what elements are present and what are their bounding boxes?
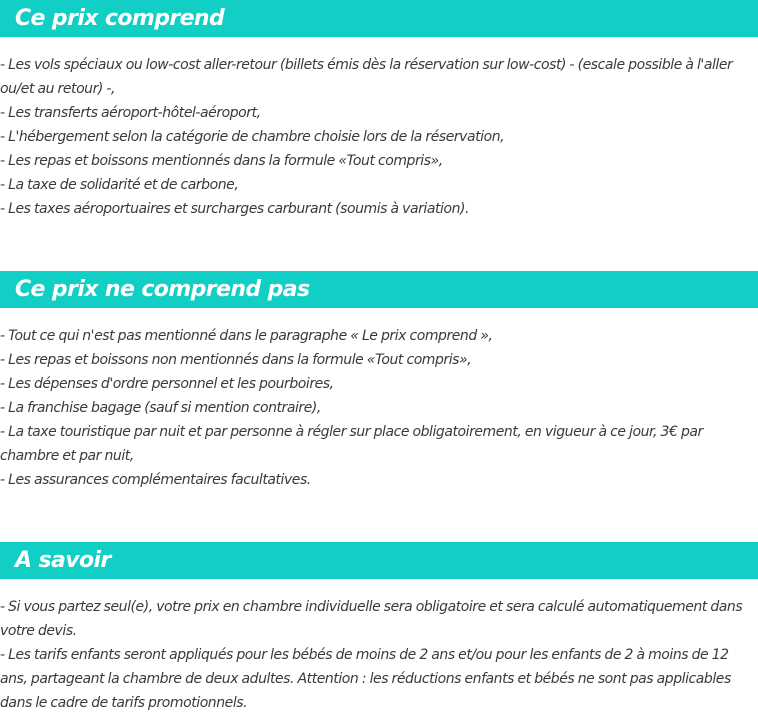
list-item: - La franchise bagage (sauf si mention contraire), bbox=[0, 400, 321, 416]
section-header bbox=[0, 271, 758, 308]
list-item: - Les tarifs enfants seront appliqués pour les bébés de moins de 2 ans et/ou pour les enfants de 2 à moins de 12 ans, partageant la chambre de deux adultes. Attention : les réductions enfants et bébés ne sont pas applicables dans le cadre de tarifs promotionnels. bbox=[0, 647, 731, 711]
list-item: - Les repas et boissons non mentionnés dans la formule «Tout compris», bbox=[0, 352, 472, 368]
list-item: - Les transferts aéroport-hôtel-aéroport, bbox=[0, 105, 261, 121]
list-item: - L'hébergement selon la catégorie de chambre choisie lors de la réservation, bbox=[0, 129, 505, 145]
excludes-list bbox=[0, 324, 758, 492]
section-title: Ce prix comprend bbox=[15, 6, 225, 31]
notes-list bbox=[0, 595, 758, 715]
list-item: - Les dépenses d'ordre personnel et les pourboires, bbox=[0, 376, 334, 392]
section-good-to-know bbox=[0, 542, 758, 715]
section-price-includes bbox=[0, 0, 758, 221]
list-item: - Les assurances complémentaires facultatives. bbox=[0, 472, 311, 488]
section-header bbox=[0, 0, 758, 37]
section-header bbox=[0, 542, 758, 579]
list-item: - Tout ce qui n'est pas mentionné dans le paragraphe « Le prix comprend », bbox=[0, 328, 493, 344]
list-item: - Les vols spéciaux ou low-cost aller-retour (billets émis dès la réservation sur low-cost) - (escale possible à l'aller ou/et au retour) -, bbox=[0, 57, 733, 97]
list-item: - La taxe touristique par nuit et par personne à régler sur place obligatoirement, en vigueur à ce jour, 3€ par chambre et par nuit, bbox=[0, 424, 703, 464]
section-title: Ce prix ne comprend pas bbox=[15, 277, 310, 302]
list-item: - Les repas et boissons mentionnés dans la formule «Tout compris», bbox=[0, 153, 443, 169]
section-price-excludes bbox=[0, 271, 758, 492]
list-item: - La taxe de solidarité et de carbone, bbox=[0, 177, 239, 193]
list-item: - Les taxes aéroportuaires et surcharges carburant (soumis à variation). bbox=[0, 201, 470, 217]
includes-list bbox=[0, 53, 758, 221]
list-item: - Si vous partez seul(e), votre prix en chambre individuelle sera obligatoire et sera calculé automatiquement dans votre devis. bbox=[0, 599, 743, 639]
section-title: A savoir bbox=[15, 548, 111, 573]
